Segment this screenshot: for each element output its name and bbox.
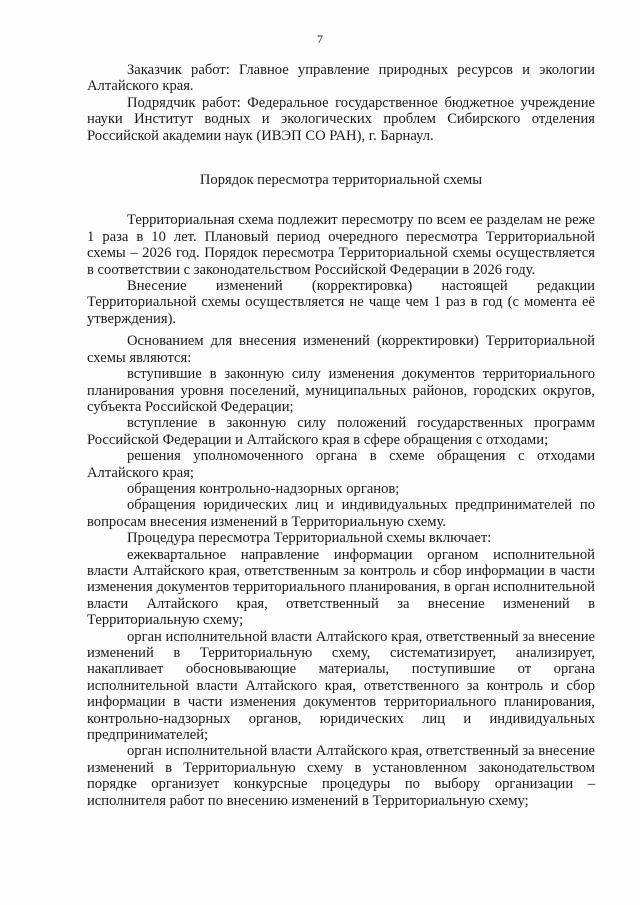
list-item: обращения юридических лиц и индивидуальных предпринимателей по вопросам внесения изменений в Территориальную схему. xyxy=(87,497,595,530)
document-body xyxy=(87,62,595,809)
page-number: 7 xyxy=(317,32,323,46)
grounds-intro-paragraph: Основанием для внесения изменений (корректировки) Территориальной схемы являются: xyxy=(87,333,595,366)
list-item: решения уполномоченного органа в схеме обращения с отходами Алтайского края; xyxy=(87,448,595,481)
correction-frequency-paragraph: Внесение изменений (корректировка) настоящей редакции Территориальной схемы осуществляется не чаще чем 1 раз в год (с момента её утверждения). xyxy=(87,278,595,327)
list-item: ежеквартальное направление информации органом исполнительной власти Алтайского края, ответственным за контроль и сбор информации в части изменения документов территориального планирования, в орган исполнительной власти Алтайского края, ответственный за внесение изменений в Территориальную схему; xyxy=(87,546,595,629)
list-item: вступившие в законную силу изменения документов территориального планирования уровня поселений, муниципальных районов, городских округов, субъекта Российской Федерации; xyxy=(87,366,595,415)
procedure-intro-paragraph: Процедура пересмотра Территориальной схемы включает: xyxy=(127,530,492,547)
list-item: вступление в законную силу положений государственных программ Российской Федерации и Алтайского края в сфере обращения с отходами; xyxy=(87,415,595,448)
review-period-paragraph: Территориальная схема подлежит пересмотру по всем ее разделам не реже 1 раза в 10 лет. Плановый период очередного пересмотра Территориальной схемы – 2026 год. Порядок пересмотра Территориальной схемы осуществляется в соответствии с законодательством Российской Федерации в 2026 году. xyxy=(87,212,595,278)
list-item: орган исполнительной власти Алтайского края, ответственный за внесение изменений в Территориальную схему в установленном законодательством порядке организует конкурсные процедуры по выбору организации – исполнителя работ по внесению изменений в Территориальную схему; xyxy=(87,743,595,809)
customer-paragraph: Заказчик работ: Главное управление природных ресурсов и экологии Алтайского края. xyxy=(87,62,595,95)
section-title: Порядок пересмотра территориальной схемы xyxy=(199,172,483,189)
list-item: орган исполнительной власти Алтайского края, ответственный за внесение изменений в Территориальную схему, систематизирует, анализирует, накапливает обосновывающие материалы, поступившие от органа исполнительной власти Алтайского края, ответственного за контроль и сбор информации в части изменения документов территориального планирования, контрольно-надзорных органов, юридических лиц и индивидуальных предпринимателей; xyxy=(87,628,595,744)
contractor-paragraph: Подрядчик работ: Федеральное государственное бюджетное учреждение науки Институт водных и экологических проблем Сибирского отделения Российской академии наук (ИВЭП СО РАН), г. Барнаул. xyxy=(87,94,595,144)
list-item: обращения контрольно-надзорных органов; xyxy=(127,480,400,497)
